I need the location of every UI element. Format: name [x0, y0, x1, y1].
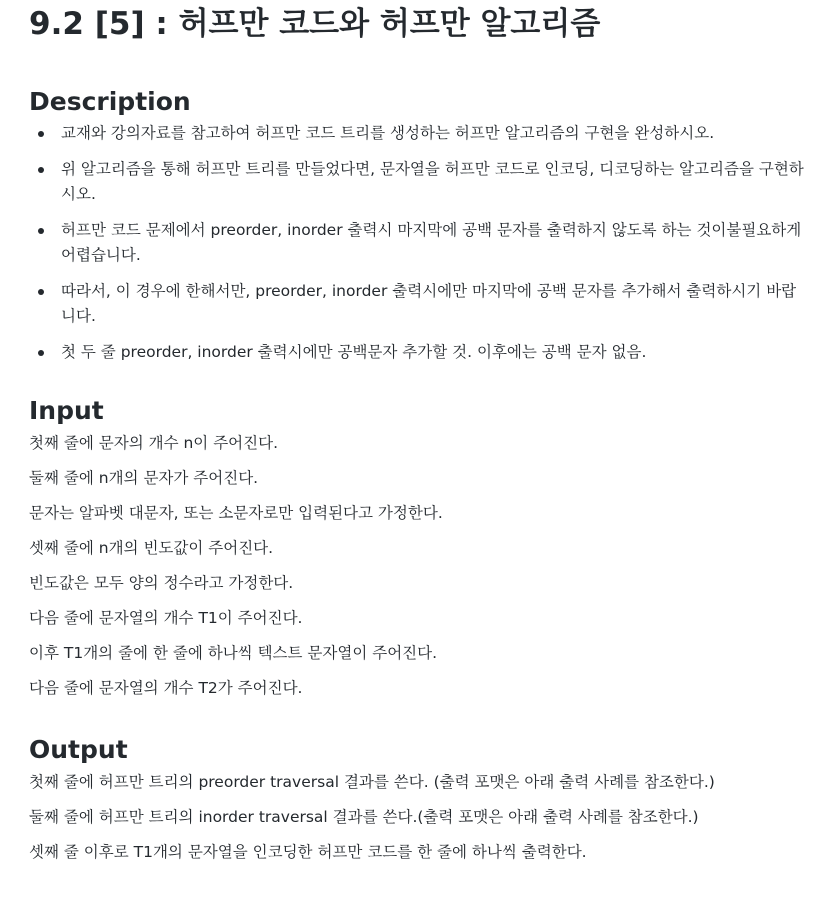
list-item-text: 허프만 코드 문제에서 preorder, inorder 출력시 마지막에 공백 문자를 출력하지 않도록 하는 것이불필요하게 어렵습니다.	[61, 221, 802, 264]
list-item	[29, 340, 804, 365]
list-item-text: 첫 두 줄 preorder, inorder 출력시에만 공백문자 추가할 것. 이후에는 공백 문자 없음.	[61, 343, 647, 361]
input-line: 다음 줄에 문자열의 개수 T1이 주어진다.	[29, 609, 303, 627]
output-line: 셋째 줄 이후로 T1개의 문자열을 인코딩한 허프만 코드를 한 줄에 하나씩 출력한다.	[29, 843, 587, 861]
list-item-text: 교재와 강의자료를 참고하여 허프만 코드 트리를 생성하는 허프만 알고리즘의 구현을 완성하시오.	[61, 124, 715, 142]
list-item-text: 위 알고리즘을 통해 허프만 트리를 만들었다면, 문자열을 허프만 코드로 인코딩, 디코딩하는 알고리즘을 구현하시오.	[61, 160, 804, 203]
input-heading: Input	[29, 396, 104, 425]
input-line: 이후 T1개의 줄에 한 줄에 하나씩 텍스트 문자열이 주어진다.	[29, 644, 438, 662]
list-item-text: 따라서, 이 경우에 한해서만, preorder, inorder 출력시에만 마지막에 공백 문자를 추가해서 출력하시기 바랍니다.	[61, 282, 797, 325]
list-item	[29, 157, 804, 207]
output-line: 첫째 줄에 허프만 트리의 preorder traversal 결과를 쓴다. (출력 포맷은 아래 출력 사례를 참조한다.)	[29, 773, 715, 791]
bullet-icon	[38, 289, 44, 295]
description-list	[29, 121, 804, 365]
bullet-icon	[38, 131, 44, 137]
input-line: 셋째 줄에 n개의 빈도값이 주어진다.	[29, 539, 274, 557]
description-heading: Description	[29, 87, 191, 116]
input-line: 둘째 줄에 n개의 문자가 주어진다.	[29, 469, 259, 487]
input-line: 첫째 줄에 문자의 개수 n이 주어진다.	[29, 434, 279, 452]
input-line: 문자는 알파벳 대문자, 또는 소문자로만 입력된다고 가정한다.	[29, 504, 443, 522]
output-line: 둘째 줄에 허프만 트리의 inorder traversal 결과를 쓴다.(출력 포맷은 아래 출력 사례를 참조한다.)	[29, 808, 699, 826]
output-heading: Output	[29, 735, 128, 764]
input-line: 다음 줄에 문자열의 개수 T2가 주어진다.	[29, 679, 303, 697]
page-title: 9.2 [5] : 허프만 코드와 허프만 알고리즘	[29, 6, 601, 42]
bullet-icon	[38, 350, 44, 356]
bullet-icon	[38, 228, 44, 234]
list-item	[29, 279, 804, 329]
output-lines	[29, 770, 804, 864]
bullet-icon	[38, 167, 44, 173]
input-lines	[29, 431, 804, 700]
list-item	[29, 121, 804, 146]
problem-page	[29, 0, 804, 875]
list-item	[29, 218, 804, 268]
input-line: 빈도값은 모두 양의 정수라고 가정한다.	[29, 574, 294, 592]
